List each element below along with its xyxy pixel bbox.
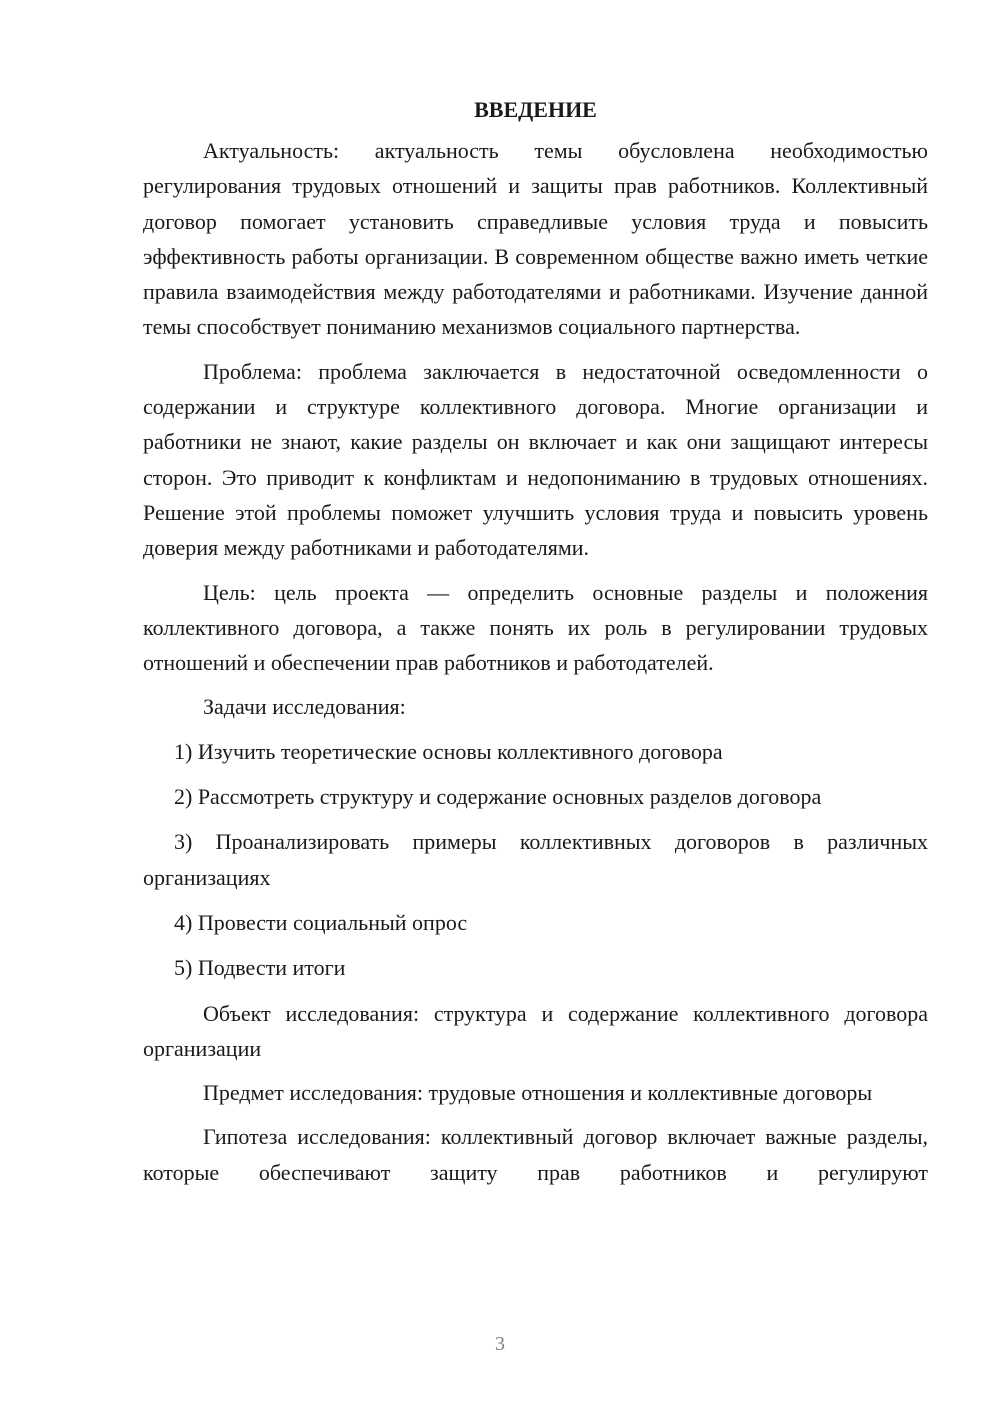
page-number: 3 <box>495 1333 505 1355</box>
tasks-heading: Задачи исследования: <box>203 694 406 720</box>
list-item: 2) Рассмотреть структуру и содержание основных разделов договора <box>174 784 822 810</box>
document-page <box>143 92 928 1199</box>
paragraph-subject: Предмет исследования: трудовые отношения и коллективные договоры <box>203 1080 873 1106</box>
list-item: 5) Подвести итоги <box>174 955 346 981</box>
paragraph-object: Объект исследования: структура и содержание коллективного договора организации <box>143 1000 928 1061</box>
list-item: 3) Проанализировать примеры коллективных договоров в различных организациях <box>143 829 928 890</box>
paragraph-hypothesis: Гипотеза исследования: коллективный договор включает важные разделы, которые обеспечивают защиту прав работников и регулируют <box>143 1124 928 1185</box>
paragraph-problem: Проблема: проблема заключается в недостаточной осведомленности о содержании и структуре коллективного договора. Многие организации и работники не знают, какие разделы он включает и как они защищают интересы сторон. Это приводит к конфликтам и недопониманию в трудовых отношениях. Решение этой проблемы поможет улучшить условия труда и повысить уровень доверия между работниками и работодателями. <box>143 358 928 561</box>
paragraph-relevance: Актуальность: актуальность темы обусловлена необходимостью регулирования трудовых отношений и защиты прав работников. Коллективный договор помогает установить справедливые условия труда и повысить эффективность работы организации. В современном обществе важно иметь четкие правила взаимодействия между работодателями и работниками. Изучение данной темы способствует пониманию механизмов социального партнерства. <box>143 138 928 340</box>
paragraph-goal: Цель: цель проекта — определить основные разделы и положения коллективного договора, а также понять их роль в регулировании трудовых отношений и обеспечении прав работников и работодателей. <box>143 579 928 676</box>
list-item: 1) Изучить теоретические основы коллективного договора <box>174 738 723 764</box>
section-title: ВВЕДЕНИЕ <box>474 97 597 122</box>
list-item: 4) Провести социальный опрос <box>174 909 468 935</box>
